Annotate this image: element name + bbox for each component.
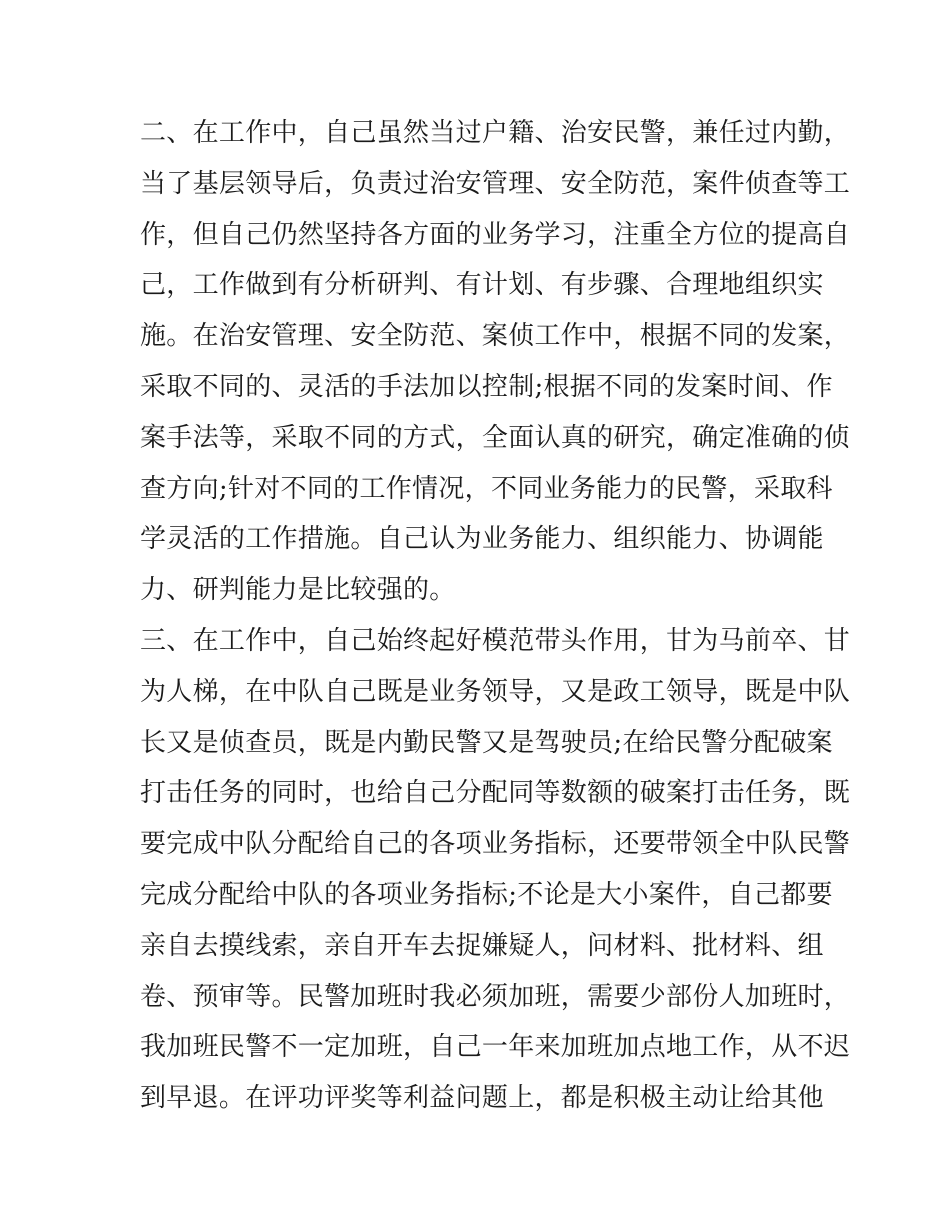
text-line: 施。在治安管理、安全防范、案侦工作中，根据不同的发案，	[140, 321, 851, 352]
text-line: 打击任务的同时，也给自己分配同等数额的破案打击任务，既	[140, 778, 851, 809]
text-line: 案手法等，采取不同的方式，全面认真的研究，确定准确的侦	[140, 422, 851, 453]
text-line: 我加班民警不一定加班，自己一年来加班加点地工作，从不迟	[140, 1032, 851, 1063]
text-line: 长又是侦查员，既是内勤民警又是驾驶员;在给民警分配破案	[140, 727, 833, 758]
text-line: 己，工作做到有分析研判、有计划、有步骤、合理地组织实	[140, 270, 824, 301]
text-line: 亲自去摸线索，亲自开车去捉嫌疑人，问材料、批材料、组	[140, 930, 824, 961]
text-line: 到早退。在评功评奖等利益问题上，都是积极主动让给其他	[140, 1083, 824, 1114]
text-line: 力、研判能力是比较强的。	[140, 575, 456, 606]
text-line: 学灵活的工作措施。自己认为业务能力、组织能力、协调能	[140, 524, 824, 555]
text-line: 为人梯，在中队自己既是业务领导，又是政工领导，既是中队	[140, 676, 851, 707]
text-line: 作，但自己仍然坚持各方面的业务学习，注重全方位的提高自	[140, 219, 851, 250]
text-line: 卷、预审等。民警加班时我必须加班，需要少部份人加班时，	[140, 981, 851, 1012]
body-text	[140, 108, 851, 1124]
text-line: 二、在工作中，自己虽然当过户籍、治安民警，兼任过内勤，	[140, 118, 851, 148]
text-line: 查方向;针对不同的工作情况，不同业务能力的民警，采取科	[140, 473, 833, 504]
text-line: 三、在工作中，自己始终起好模范带头作用，甘为马前卒、甘	[140, 625, 851, 656]
text-line: 完成分配给中队的各项业务指标;不论是大小案件，自己都要	[140, 879, 833, 910]
text-line: 采取不同的、灵活的手法加以控制;根据不同的发案时间、作	[140, 371, 833, 402]
text-line: 当了基层领导后，负责过治安管理、安全防范，案件侦查等工	[140, 168, 851, 199]
text-line: 要完成中队分配给自己的各项业务指标，还要带领全中队民警	[140, 829, 851, 860]
